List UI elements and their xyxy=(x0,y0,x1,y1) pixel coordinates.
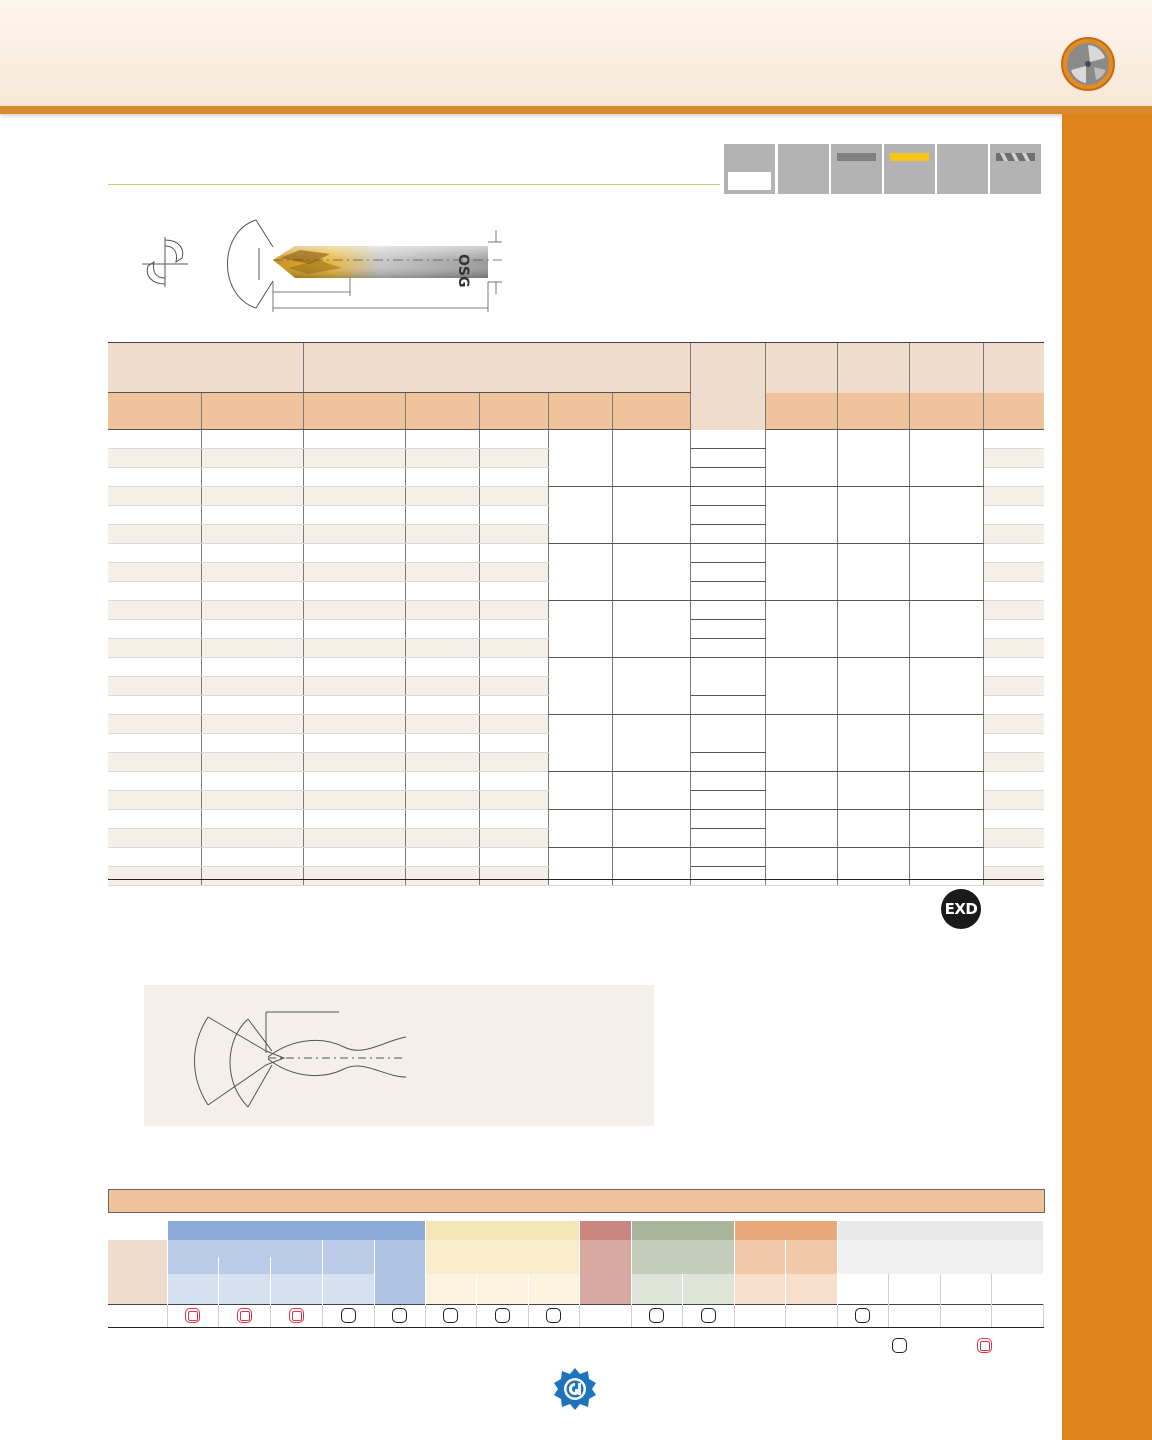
header-rule xyxy=(0,106,1152,114)
material-rating-cell xyxy=(528,1304,579,1327)
circle-icon xyxy=(495,1308,510,1323)
category-tab-1[interactable] xyxy=(724,144,775,194)
section-sidebar xyxy=(1062,114,1152,1440)
header-col-11 xyxy=(909,342,983,393)
material-rating-cell xyxy=(888,1304,940,1327)
material-rating-cell xyxy=(374,1304,425,1327)
category-tab-5[interactable] xyxy=(937,144,988,194)
circle-icon xyxy=(855,1308,870,1323)
table-row xyxy=(108,772,1044,791)
table-row xyxy=(108,715,1044,734)
material-rating-cell xyxy=(476,1304,528,1327)
rating-row-label xyxy=(108,1304,167,1327)
category-tab-3[interactable] xyxy=(831,144,882,194)
double-circle-icon xyxy=(237,1308,252,1323)
table-row xyxy=(108,487,1044,506)
table-row xyxy=(108,430,1044,449)
drill-cross-section-icon xyxy=(1060,36,1116,92)
material-rating-cell xyxy=(991,1304,1043,1327)
legend-double-circle-icon xyxy=(977,1337,992,1355)
material-rating-cell xyxy=(218,1304,270,1327)
material-rating-cell xyxy=(579,1304,631,1327)
spotting-drill-diagram xyxy=(130,212,510,317)
circle-icon xyxy=(392,1308,407,1323)
material-row-label xyxy=(108,1240,167,1304)
double-circle-icon xyxy=(185,1308,200,1323)
material-rating-cell xyxy=(631,1304,682,1327)
circle-icon xyxy=(649,1308,664,1323)
point-angle-diagram-panel xyxy=(144,985,654,1126)
table-row xyxy=(108,848,1044,867)
category-tab-2[interactable] xyxy=(778,144,829,194)
work-material-title-bar xyxy=(108,1189,1045,1213)
title-rule xyxy=(108,184,720,185)
table-row xyxy=(108,601,1044,620)
circle-icon xyxy=(443,1308,458,1323)
material-group-6 xyxy=(837,1221,1043,1240)
header-col-12 xyxy=(983,342,1044,393)
table-row xyxy=(108,658,1044,677)
svg-text:OSG: OSG xyxy=(455,254,471,288)
header-group-2 xyxy=(303,342,690,393)
material-group-3 xyxy=(579,1221,631,1240)
material-rating-cell xyxy=(785,1304,837,1327)
material-rating-cell xyxy=(270,1304,322,1327)
work-material-table xyxy=(108,1221,1044,1328)
material-rating-cell xyxy=(322,1304,374,1327)
page-header xyxy=(0,0,1152,108)
circle-icon xyxy=(341,1308,356,1323)
material-rating-cell xyxy=(167,1304,218,1327)
circle-icon xyxy=(546,1308,561,1323)
material-group-2 xyxy=(425,1221,579,1240)
table-row xyxy=(108,810,1044,829)
material-group-4 xyxy=(631,1221,734,1240)
product-spec-table xyxy=(108,342,1044,886)
table-row xyxy=(108,544,1044,563)
material-rating-cell xyxy=(682,1304,734,1327)
material-rating-cell xyxy=(425,1304,476,1327)
material-rating-cell xyxy=(837,1304,888,1327)
header-group-1 xyxy=(108,342,303,393)
material-group-5 xyxy=(734,1221,837,1240)
material-rating-cell xyxy=(940,1304,991,1327)
material-group-1 xyxy=(167,1221,425,1240)
end-view-icon xyxy=(142,237,188,287)
header-col-10 xyxy=(837,342,909,393)
exd-badge: EXD xyxy=(941,889,981,929)
category-tab-4[interactable] xyxy=(884,144,935,194)
circle-icon xyxy=(701,1308,716,1323)
category-tab-6[interactable] xyxy=(990,144,1041,194)
header-col-9 xyxy=(765,342,837,393)
point-angle-diagram xyxy=(144,985,654,1126)
osg-logo xyxy=(552,1366,598,1412)
material-rating-cell xyxy=(734,1304,785,1327)
header-col-8 xyxy=(690,342,765,430)
double-circle-icon xyxy=(289,1308,304,1323)
legend-circle-icon xyxy=(892,1337,907,1355)
